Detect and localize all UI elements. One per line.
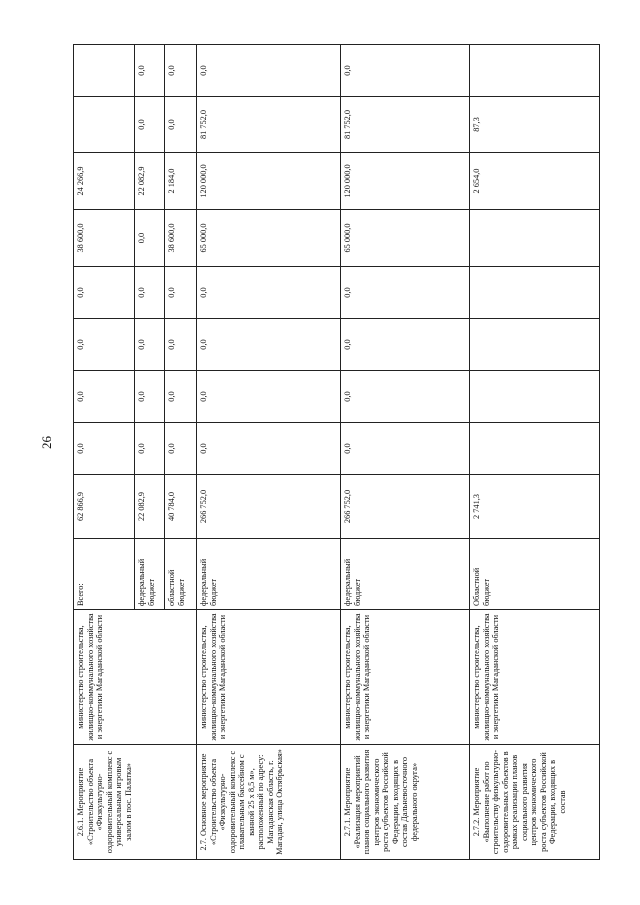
year-value-cell: 0,0 <box>197 319 341 371</box>
funding-source-cell: федеральный бюджет <box>197 539 341 610</box>
page-number: 26 <box>39 436 54 449</box>
executor-cell: министерство строительства, жилищно-коммунального хозяйства и энергетики Магаданской области <box>74 610 197 745</box>
year-value-cell: 0,0 <box>74 267 135 319</box>
year-value-cell: 0,0 <box>341 371 470 423</box>
year-value-cell: 0,0 <box>165 267 197 319</box>
year-value-cell: 0,0 <box>341 45 470 97</box>
year-value-cell: 0,0 <box>197 45 341 97</box>
year-value-cell <box>470 267 600 319</box>
year-value-cell: 81 752,0 <box>341 97 470 153</box>
table-row <box>470 45 600 860</box>
year-value-cell: 87,3 <box>470 97 600 153</box>
year-value-cell: 38 600,0 <box>165 210 197 267</box>
year-value-cell: 120 000,0 <box>341 153 470 210</box>
year-value-cell: 24 266,9 <box>74 153 135 210</box>
year-value-cell: 0,0 <box>135 267 165 319</box>
table-row <box>74 45 135 860</box>
executor-cell: министерство строительства, жилищно-коммунального хозяйства и энергетики Магаданской области <box>197 610 341 745</box>
year-value-cell <box>470 210 600 267</box>
year-value-cell: 22 082,9 <box>135 153 165 210</box>
total-value-cell: 22 082,9 <box>135 475 165 539</box>
year-value-cell: 0,0 <box>135 97 165 153</box>
funding-source-cell: областной бюджет <box>165 539 197 610</box>
year-value-cell: 2 654,0 <box>470 153 600 210</box>
funding-source-cell: Всего: <box>74 539 135 610</box>
year-value-cell <box>470 423 600 475</box>
year-value-cell <box>470 319 600 371</box>
budget-table <box>73 44 600 860</box>
year-value-cell: 0,0 <box>165 319 197 371</box>
total-value-cell: 266 752,0 <box>197 475 341 539</box>
year-value-cell: 0,0 <box>74 423 135 475</box>
event-name-cell: 2.7. Основное мероприятие «Строительство объекта «Физкультурно-оздоровительный комплекс с плавательным бассейном с ванной 25 х 8,5 м», расположенный по адресу: Магаданская область, г. Магадан, улица Октябрьская» <box>197 745 341 860</box>
funding-source-cell: федеральный бюджет <box>341 539 470 610</box>
year-value-cell: 0,0 <box>135 319 165 371</box>
funding-source-cell: федеральный бюджет <box>135 539 165 610</box>
rotated-table-container <box>73 45 590 860</box>
funding-source-cell: Областной бюджет <box>470 539 600 610</box>
table-row <box>197 45 341 860</box>
year-value-cell: 0,0 <box>165 45 197 97</box>
year-value-cell: 0,0 <box>341 423 470 475</box>
year-value-cell: 81 752,0 <box>197 97 341 153</box>
year-value-cell: 65 000,0 <box>197 210 341 267</box>
table-row <box>341 45 470 860</box>
event-name-cell: 2.7.1. Мероприятие «Реализация мероприятий планов социального развития центров экономического роста субъектов Российской Федерации, входящих в состав Дальневосточного федерального округа» <box>341 745 470 860</box>
total-value-cell: 62 866,9 <box>74 475 135 539</box>
year-value-cell: 0,0 <box>165 97 197 153</box>
year-value-cell: 0,0 <box>197 423 341 475</box>
year-value-cell: 0,0 <box>341 267 470 319</box>
year-value-cell: 0,0 <box>135 423 165 475</box>
executor-cell: министерство строительства, жилищно-коммунального хозяйства и энергетики Магаданской области <box>470 610 600 745</box>
year-value-cell <box>74 97 135 153</box>
year-value-cell: 0,0 <box>165 371 197 423</box>
year-value-cell: 0,0 <box>135 45 165 97</box>
total-value-cell: 266 752,0 <box>341 475 470 539</box>
year-value-cell: 0,0 <box>135 210 165 267</box>
year-value-cell: 0,0 <box>74 319 135 371</box>
event-name-cell: 2.7.2. Мероприятие «Выполнение работ по строительству физкультурно-оздоровительных объектов в рамках реализации планов социального развития центров экономического роста субъектов Российской Федерации, входящих в состав <box>470 745 600 860</box>
year-value-cell: 2 184,0 <box>165 153 197 210</box>
year-value-cell <box>470 45 600 97</box>
year-value-cell: 65 000,0 <box>341 210 470 267</box>
year-value-cell: 120 000,0 <box>197 153 341 210</box>
total-value-cell: 2 741,3 <box>470 475 600 539</box>
year-value-cell <box>74 45 135 97</box>
executor-cell: министерство строительства, жилищно-коммунального хозяйства и энергетики Магаданской области <box>341 610 470 745</box>
year-value-cell: 0,0 <box>74 371 135 423</box>
year-value-cell: 0,0 <box>165 423 197 475</box>
year-value-cell: 0,0 <box>135 371 165 423</box>
year-value-cell: 38 600,0 <box>74 210 135 267</box>
total-value-cell: 40 784,0 <box>165 475 197 539</box>
year-value-cell <box>470 371 600 423</box>
year-value-cell: 0,0 <box>197 267 341 319</box>
year-value-cell: 0,0 <box>341 319 470 371</box>
event-name-cell: 2.6.1. Мероприятие «Строительство объекта «Физкультурно-оздоровительный комплекс с универсальным игровым залом в пос. Палатка» <box>74 745 197 860</box>
year-value-cell: 0,0 <box>197 371 341 423</box>
